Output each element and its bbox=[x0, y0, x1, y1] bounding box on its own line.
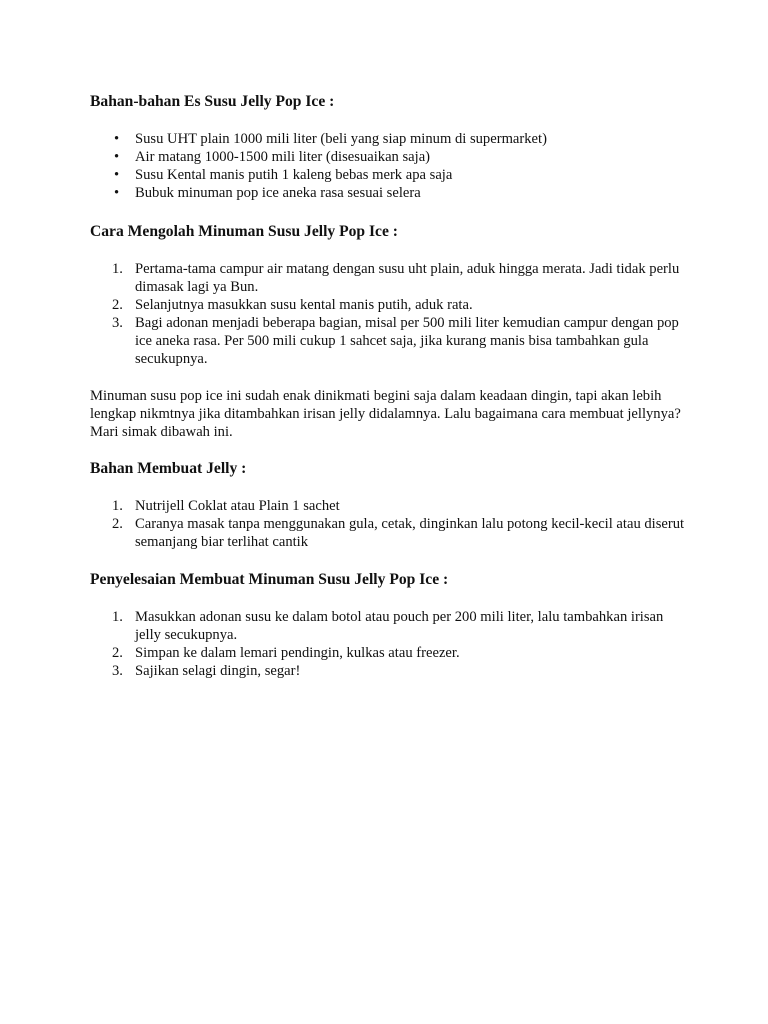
finish-list bbox=[90, 608, 690, 680]
finish-step bbox=[90, 644, 690, 662]
ingredient-text: Susu Kental manis putih 1 kaleng bebas merk apa saja bbox=[135, 167, 453, 183]
ingredient-text: Bubuk minuman pop ice aneka rasa sesuai selera bbox=[135, 185, 421, 201]
step-text: Sajikan selagi dingin, segar! bbox=[135, 663, 301, 679]
finish-step bbox=[90, 662, 690, 680]
method-list bbox=[90, 260, 690, 368]
ingredient-text: Susu UHT plain 1000 mili liter (beli yang siap minum di supermarket) bbox=[135, 131, 547, 147]
heading-jelly: Bahan Membuat Jelly : bbox=[90, 460, 247, 477]
step-text: Caranya masak tanpa menggunakan gula, cetak, dinginkan lalu potong kecil-kecil atau diserut semanjang biar terlihat cantik bbox=[135, 516, 685, 550]
step-number: 2. bbox=[112, 297, 123, 313]
ingredient-item bbox=[90, 148, 690, 166]
method-step bbox=[90, 260, 690, 296]
step-text: Simpan ke dalam lemari pendingin, kulkas atau freezer. bbox=[135, 645, 460, 661]
document-content bbox=[90, 92, 690, 680]
step-number: 1. bbox=[112, 261, 123, 277]
ingredient-item bbox=[90, 130, 690, 148]
step-text: Bagi adonan menjadi beberapa bagian, misal per 500 mili liter kemudian campur dengan pop ice aneka rasa. Per 500 mili cukup 1 sahcet saja, jika kurang manis bisa tambahkan gula secukupnya. bbox=[135, 315, 679, 367]
step-text: Masukkan adonan susu ke dalam botol atau pouch per 200 mili liter, lalu tambahkan irisan jelly secukupnya. bbox=[135, 609, 664, 643]
method-step bbox=[90, 296, 690, 314]
step-text: Pertama-tama campur air matang dengan susu uht plain, aduk hingga merata. Jadi tidak perlu dimasak lagi ya Bun. bbox=[135, 261, 680, 295]
step-text: Selanjutnya masukkan susu kental manis putih, aduk rata. bbox=[135, 297, 473, 313]
method-step bbox=[90, 314, 690, 368]
jelly-step bbox=[90, 497, 690, 515]
ingredient-text: Air matang 1000-1500 mili liter (disesuaikan saja) bbox=[135, 149, 431, 165]
body-paragraph: Minuman susu pop ice ini sudah enak dinikmati begini saja dalam keadaan dingin, tapi akan lebih lengkap nikmtnya jika ditambahkan irisan jelly didalamnya. Lalu bagaimana cara membuat jellynya? Mari simak dibawah ini. bbox=[90, 388, 681, 440]
bullet-icon: • bbox=[114, 185, 120, 201]
ingredients-list bbox=[90, 130, 690, 202]
jelly-step bbox=[90, 515, 690, 551]
step-number: 3. bbox=[112, 315, 123, 331]
finish-step bbox=[90, 608, 690, 644]
ingredient-item bbox=[90, 166, 690, 184]
bullet-icon: • bbox=[114, 131, 120, 147]
jelly-list bbox=[90, 497, 690, 551]
bullet-icon: • bbox=[114, 149, 120, 165]
heading-method: Cara Mengolah Minuman Susu Jelly Pop Ice : bbox=[90, 223, 398, 240]
step-number: 1. bbox=[112, 498, 123, 514]
step-text: Nutrijell Coklat atau Plain 1 sachet bbox=[135, 498, 340, 514]
step-number: 1. bbox=[112, 609, 123, 625]
ingredient-item bbox=[90, 184, 690, 202]
heading-ingredients: Bahan-bahan Es Susu Jelly Pop Ice : bbox=[90, 93, 335, 110]
bullet-icon: • bbox=[114, 167, 120, 183]
step-number: 2. bbox=[112, 516, 123, 532]
heading-finish: Penyelesaian Membuat Minuman Susu Jelly Pop Ice : bbox=[90, 571, 449, 588]
step-number: 2. bbox=[112, 645, 123, 661]
step-number: 3. bbox=[112, 663, 123, 679]
